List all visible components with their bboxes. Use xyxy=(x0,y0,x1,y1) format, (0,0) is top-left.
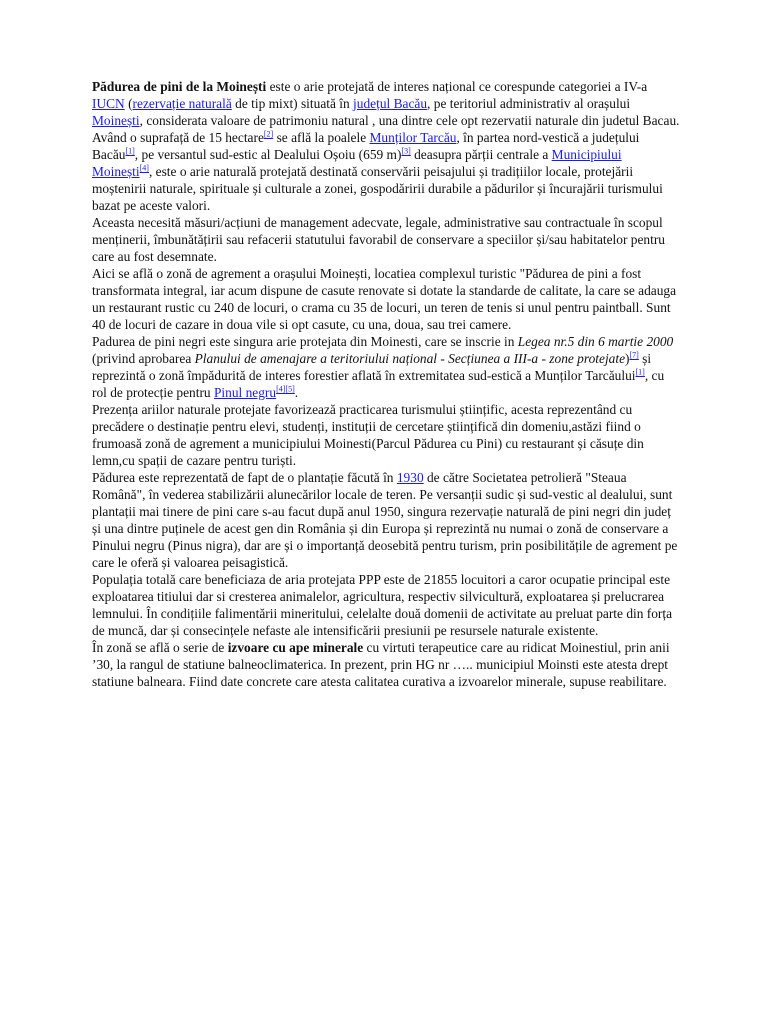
text-span: (privind aprobarea xyxy=(92,351,195,366)
link-muntii-tarcau[interactable]: Munților Tarcău xyxy=(369,130,457,145)
paragraph-agrement: Aici se află o zonă de agrement a orașului Moinești, locatiea complexul turistic "Pădurea de pini a fost transformata integral, iar acum dispune de casute renovate si dotate la standarde de calitate, la care se adauga un restaurant rustic cu 240 de locuri, o crama cu 35 de locuri, un teren de tenis si unul pentru paintball. Sunt 40 de locuri de cazare in doua vile si opt casute, cu una, doua, sau trei camere. xyxy=(92,266,677,332)
reference-link[interactable]: [4] xyxy=(276,384,286,394)
link-municipiul-moinesti[interactable]: Municipiului Moinești xyxy=(92,147,622,179)
reference-link[interactable]: [2] xyxy=(263,129,274,139)
link-rezervatie-naturala[interactable]: rezervație naturală xyxy=(132,96,232,111)
bold-text: izvoare cu ape minerale xyxy=(227,640,364,655)
text-span: este o arie protejată de interes național ce corespunde categoriei a IV-a xyxy=(266,79,648,94)
text-span: deasupra părții centrale a xyxy=(410,147,552,162)
text-span: . xyxy=(294,385,299,400)
reference-link[interactable]: [1] xyxy=(635,367,645,377)
link-moinesti[interactable]: Moinești xyxy=(92,113,140,128)
text-span: , cu rol de protecție pentru xyxy=(92,368,665,400)
text-span: cu virtuti terapeutice care au ridicat Moinestiul, prin anii ’30, la rangul de statiune balneoclimaterica. In prezent, prin HG nr ….. municipiul Moinsti este atesta drept statiune balneara. Fiind date concrete care atesta calitatea curativa a izvoarelor minerale, supuse reabilitare. xyxy=(92,640,670,689)
paragraph-turism: Prezența ariilor naturale protejate favorizează practicarea turismului științific, acesta reprezentând cu precădere o destinație pentru elevi, studenți, instituții de cercetare științifică din domeniu,astăzi fiind o frumoasă zonă de agrement a municipiului Moinesti(Parcul Pădurea cu Pini) cu restaurant și căsuțe din lemn,cu spații de cazare pentru turiști. xyxy=(92,402,644,468)
text-span: de tip mixt) situată în xyxy=(231,96,354,111)
reference-link[interactable]: [1] xyxy=(125,146,135,156)
reference-link[interactable]: [4] xyxy=(139,163,149,173)
text-span: Având o suprafață de 15 hectare xyxy=(92,130,264,145)
text-span: , în partea nord-vestică a județului Bacău xyxy=(92,130,640,162)
text-span: , pe versantul sud-estic al Dealului Oșoiu (659 m) xyxy=(134,147,402,162)
paragraph-location xyxy=(92,129,682,214)
link-iucn[interactable]: IUCN xyxy=(92,96,125,111)
link-pinul-negru[interactable]: Pinul negru xyxy=(213,385,277,400)
paragraph-management: Aceasta necesită măsuri/acțiuni de management adecvate, legale, administrative sau contractuale în scopul menținerii, îmbunătățirii sau refacerii statutului favorabil de conservare a speciilor și/sau habitatelor pentru care au fost desemnate. xyxy=(92,215,665,264)
link-1930[interactable]: 1930 xyxy=(396,470,424,485)
paragraph-populatie: Populația totală care beneficiaza de aria protejata PPP este de 21855 locuitori a caror ocupatie principal este exploatarea titiului dar si cresterea animalelor, agricultura, respectiv silvicultură, exploatarea și prelucrarea lemnului. În condițiile falimentării mineritului, celelalte două domenii de activitate au preluat parte din forța de muncă, dar și consecințele nefaste ale intensificării presiunii pe resursele naturale existente. xyxy=(92,572,673,638)
text-span: Padurea de pini negri este singura arie protejata din Moinesti, care se inscrie in xyxy=(92,334,518,349)
text-span: și reprezintă o zonă împădurită de interes forestier aflată în extremitatea sud-estică a Munților Tarcăului xyxy=(92,351,652,383)
italic-text: Legea nr.5 din 6 martie 2000 xyxy=(517,334,674,349)
paragraph-izvoare xyxy=(92,639,682,690)
text-span: Pădurea este reprezentată de fapt de o plantație făcută în xyxy=(92,470,397,485)
reference-link[interactable]: [7] xyxy=(629,350,639,360)
reference-link[interactable]: [5] xyxy=(285,384,295,394)
text-span: , pe teritoriul administrativ al orașului xyxy=(427,96,631,111)
paragraph-istoric xyxy=(92,469,682,571)
paragraph-intro xyxy=(92,78,682,129)
text-span: se află la poalele xyxy=(273,130,370,145)
document-page xyxy=(92,78,682,690)
italic-text: Planului de amenajare a teritoriului național - Secțiunea a III-a - zone protejate xyxy=(194,351,626,366)
text-span: ( xyxy=(124,96,133,111)
link-judetul-bacau[interactable]: județul Bacău xyxy=(353,96,428,111)
text-span: de către Societatea petrolieră "Steaua Română", în vederea stabilizării alunecărilor locale de teren. Pe versanții sudic și sud-vestic al dealului, sunt plantații mai tinere de pini care s-au facut după anul 1950, singura rezervație naturală de pini negri din județ și una dintre puținele de acest gen din România și din Europa și reprezintă nu numai o zonă de conservare a Pinului negru (Pinus nigra), dar are și o importanță deosebită pentru turism, prin posibilitățile de agrement pe care le oferă și valoarea peisagistică. xyxy=(92,470,678,570)
text-span: În zonă se află o serie de xyxy=(92,640,228,655)
article-title-bold: Pădurea de pini de la Moinești xyxy=(92,79,267,94)
text-span: ) xyxy=(625,351,630,366)
text-span: , este o arie naturală protejată destinată conservării peisajului și tradițiilor locale, protejării moștenirii naturale, spirituale și culturale a zonei, gospodăririi durabile a pădurilor și încurajării turismului bazat pe aceste valori. xyxy=(92,164,663,213)
reference-link[interactable]: [3] xyxy=(401,146,411,156)
paragraph-legal xyxy=(92,333,682,401)
text-span: , considerata valoare de patrimoniu natural , una dintre cele opt rezervatii naturale din judetul Bacau. xyxy=(139,113,680,128)
